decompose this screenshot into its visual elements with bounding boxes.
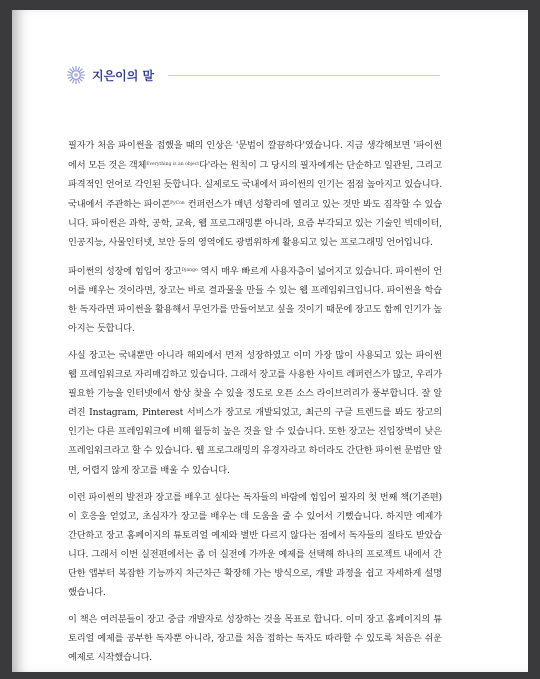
paragraph — [68, 136, 442, 253]
body-text — [68, 136, 442, 672]
paragraph-text: 다'라는 원칙이 그 당시의 필자에게는 단순하고 일관된, 그리고 파격적인 언어로 각인된 듯합니다. 실제로도 국내에서 파이썬의 인기는 점점 높아지고 있습니다. 국내에서 주관하는 파이콘 — [68, 160, 442, 211]
paragraph-text: 역시 매우 빠르게 사용자층이 넓어지고 있습니다. 파이썬이 언어를 배우는 것이라면, 장고는 바로 결과물을 만들 수 있는 웹 프레임워크입니다. 파이썬을 학습한 독자라면 파이썬을 활용해서 무언가를 만들어보고 싶을 것이기 때문에 장고도 함께 인기가 높아지는 듯합니다. — [68, 265, 443, 334]
gloss: Everything is an object — [146, 162, 200, 168]
paragraph — [68, 261, 442, 338]
paragraph — [68, 488, 442, 603]
gloss: Django — [181, 267, 198, 273]
paragraph-text: 이 책은 여러분들이 장고 중급 개발자로 성장하는 것을 목표로 합니다. 이미 장고 홈페이지의 튜토리얼 예제를 공부한 독자뿐 아니라, 장고를 처음 접하는 독자도 따라할 수 있도록 처음은 쉬운 예제로 시작했습니다. — [68, 614, 442, 664]
paragraph — [68, 346, 442, 480]
paragraph-text: 사실 장고는 국내뿐만 아니라 해외에서 먼저 성장하였고 이미 가장 많이 사용되고 있는 파이썬 웹 프레임워크로 자리매김하고 있습니다. 그래서 장고를 사용한 사이트 레퍼런스가 많고, 우리가 필요한 기능을 인터넷에서 항상 찾을 수 있을 정도로 오픈 소스 라이브러리가 풍부합니다. 잘 알려진 Instagram, Pinterest 서비스가 장고로 개발되었고, 최근의 구글 트렌드를 봐도 장고의 인기는 다른 프레임워크에 비해 월등히 높은 것을 알 수 있습니다. 또한 장고는 진입장벽이 낮은 프레임워크라고 할 수 있습니다. 웹 프로그래밍의 유경자라고 하더라도 간단한 파이썬 문법만 알면, 어렵지 않게 장고를 배울 수 있습니다. — [68, 349, 442, 476]
section-title: 지은이의 말 — [92, 68, 155, 83]
paragraph — [68, 610, 442, 667]
paragraph-text: 컨퍼런스가 매년 성황리에 열리고 있는 것만 봐도 짐작할 수 있습니다. 파이썬은 과학, 공학, 교육, 웹 프로그래밍뿐 아니라, 요즘 부각되고 있는 기술인 빅데이터, 인공지능, 사물인터넷, 보안 등의 영역에도 광범위하게 활용되고 있는 프로그래밍 언어입니다. — [68, 199, 442, 249]
header-divider — [168, 75, 440, 76]
paragraph-text: 필자가 처음 파이썬을 접했을 때의 인상은 '문법이 깔끔하다'였습니다. 지금 생각해보면 '파이썬에서 모든 것은 객체 — [68, 140, 442, 172]
paragraph-text: 파이썬의 성장에 힘입어 장고 — [68, 265, 182, 277]
book-page — [12, 10, 528, 672]
paragraph-text: 이런 파이썬의 발전과 장고를 배우고 싶다는 독자들의 바람에 힘입어 필자의 첫 번째 책(기존편)이 호응을 얻었고, 초심자가 장고를 배우는 데 도움을 줄 수 있어서 기뻤습니다. 하지만 예제가 간단하고 장고 홈페이지의 튜토리얼 예제와 별반 다르지 않다는 점에서 독자들의 질타도 받았습니다. 그래서 이번 실전편에서는 좀 더 실전에 가까운 예제를 선택해 하나의 프로젝트 내에서 간단한 앱부터 복잡한 기능까지 차근차근 확장해 가는 방식으로, 개발 과정을 쉽고 자세하게 설명했습니다. — [68, 491, 442, 599]
gloss: PyCon — [170, 201, 185, 207]
sunburst-emblem-icon — [66, 65, 86, 85]
section-header — [66, 64, 440, 86]
